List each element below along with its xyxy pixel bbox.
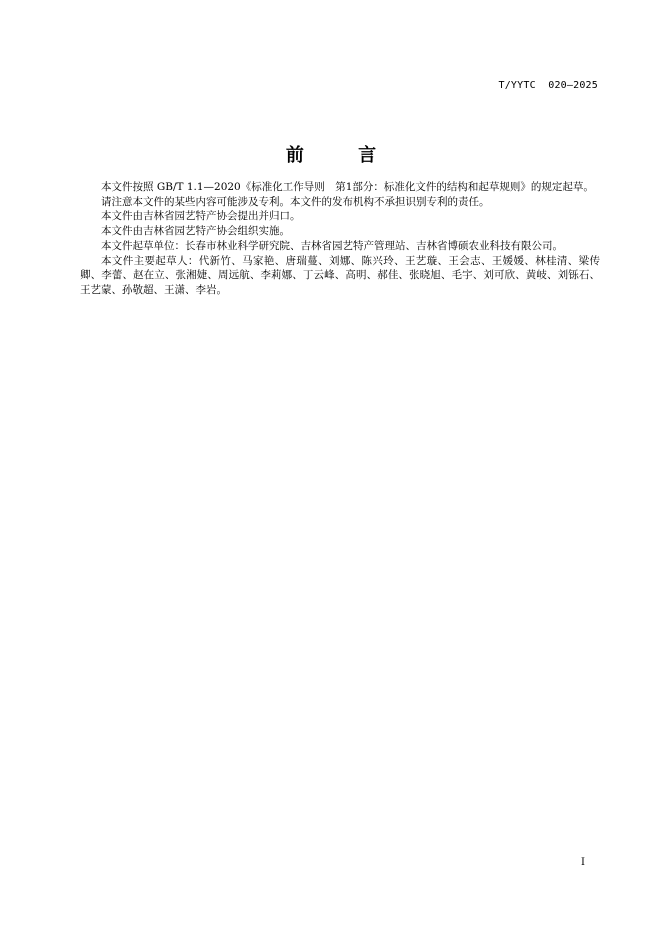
document-code: T/YYTC 020—2025 [498,80,598,91]
paragraph-drafters: 本文件主要起草人：代新竹、马家艳、唐瑞蔓、刘娜、陈兴玲、王艺璇、王会志、王媛媛、林桂清、梁传卿、李蕾、赵在立、张湘婕、周远航、李莉娜、丁云峰、高明、郝佳、张晓旭、毛宇、刘可欣、黄岐、刘铄石、王艺蒙、孙敬超、王潇、李岩。 [80,254,600,296]
paragraph-proposer: 本文件由吉林省园艺特产协会提出并归口。 [101,210,301,223]
paragraph-patent-notice: 请注意本文件的某些内容可能涉及专利。本文件的发布机构不承担识别专利的责任。 [101,195,490,208]
paragraph-drafting-units: 本文件起草单位：长春市林业科学研究院、吉林省园艺特产管理站、吉林省博硕农业科技有限公司。 [101,239,563,252]
paragraph-drafting-rules: 本文件按照 GB/T 1.1—2020《标准化工作导则 第1部分：标准化文件的结构和起草规则》的规定起草。 [101,181,594,193]
paragraph-implementer: 本文件由吉林省园艺特产协会组织实施。 [101,225,290,238]
page-number: I [581,857,585,868]
foreword-body [80,180,600,298]
page-title: 前 言 [285,145,401,166]
